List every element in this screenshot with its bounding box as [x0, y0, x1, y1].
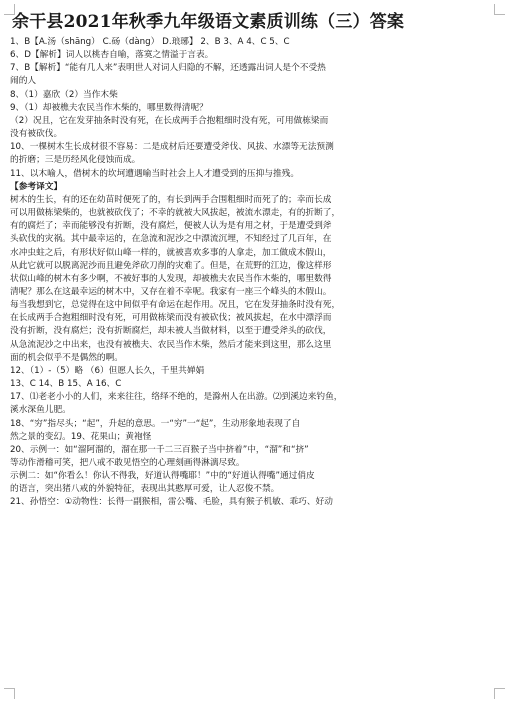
text-line: 水冲虫蛀之后，有形状好似山峰一样的，就被喜欢多事的人拿走，加工做成木假山，	[10, 247, 332, 258]
text-line: 1、B【A.汤（shāng） C.砀（dàng） D.琅琊】 2、B 3、A 4、C 5、C	[10, 37, 290, 47]
text-line: 的语言，突出猪八戒的外貌特征，表现出其憨厚可爱，让人忍俊不禁。	[10, 484, 280, 495]
text-line: 8、（1）嘉欣（2）当作木柴	[10, 89, 118, 100]
text-line: 状似山峰的树木有多少啊，不被好事的人发现，却被樵夫农民当作木柴的，哪里数得	[10, 273, 332, 284]
text-line: 溪水深鱼儿肥。	[10, 405, 71, 416]
text-line: 18、“穷”指尽头；“起”，升起的意思。一“穷”一“起”，生动形象地表现了自	[10, 418, 301, 429]
text-line: 的折磨；三是历经风化侵蚀而成。	[10, 155, 141, 166]
text-line: 每当我想到它，总觉得在这中间似乎有命运在起作用。况且，它在发芽抽条时没有死，	[10, 300, 341, 311]
crop-mark-top-left	[4, 4, 15, 15]
text-line: 然之景的变幻。19、花果山；黄袍怪	[10, 431, 152, 442]
text-line: 【参考译文】	[10, 181, 63, 192]
document-title: 余干县2021年秋季九年级语文素质训练（三）答案	[12, 12, 405, 32]
text-line: 可以用做栋梁柴的，也就被砍伐了；不幸的就被大风拔起，被流水漂走，有的折断了，	[10, 208, 341, 219]
text-line: 6、D【解析】词人以桃杏自喻，落寞之情溢于言表。	[10, 50, 214, 61]
text-line: 面的机会似乎不是偶然的啊。	[10, 352, 123, 363]
text-line: 13、C 14、B 15、A 16、C	[10, 379, 122, 390]
crop-mark-bottom-right	[494, 688, 505, 699]
text-line: 等动作滑稽可笑，把八戒不敢见悟空的心理刻画得淋漓尽致。	[10, 458, 245, 468]
text-line: 闹的人	[10, 76, 37, 87]
text-line: 头砍伐的灾祸。其中最幸运的，在急流和泥沙之中漂流沉埋，不知经过了几百年，在	[10, 234, 332, 245]
answer-body	[10, 36, 495, 510]
text-line: 从此它就可以脱离泥沙而且避免斧砍刀削的灾难了。但是，在荒野的江边，像这样形	[10, 260, 332, 271]
crop-mark-bottom-left	[4, 688, 15, 699]
text-line: 在长成两手合抱粗细时没有死，可用做栋梁而没有被砍伐；被风拔起，在水中漂浮而	[10, 313, 332, 324]
text-line: 10、一棵树木生长成材很不容易：二是成材后还要遭受斧伐、风拔、水漂等无法预测	[10, 142, 334, 153]
text-line: 12、（1）-（5）略 （6）但愿人长久，千里共婵娟	[10, 365, 205, 376]
text-line: 示例二：如“你看么！你认不得我，好道认得嘴耶！”中的“好道认得嘴”通过俏皮	[10, 471, 315, 482]
text-line: 9、（1）却被樵夫农民当作木柴的，哪里数得清呢？	[10, 102, 208, 113]
text-line: 没有被砍伐。	[10, 129, 63, 140]
text-line: 清呢？那么在这最幸运的树木中，又存在着不幸呢。我家有一座三个峰头的木假山。	[10, 286, 332, 297]
text-line: 没有折断，没有腐烂；没有折断腐烂，却未被人当做材料，以至于遭受斧头的砍伐，	[10, 326, 332, 337]
text-line: 20、示例一：如“溜阿溜的，溜在那一千二三百猴子当中挤着”中，“溜”和“挤”	[10, 444, 309, 455]
text-line: 从急流泥沙之中出来，也没有被樵夫、农民当作木柴，然后才能来到这里，那么这里	[10, 339, 332, 350]
text-line: 有的腐烂了；幸而能够没有折断，没有腐烂，便被人认为是有用之材，于是遭受到斧	[10, 221, 332, 232]
text-line: （2）况且，它在发芽抽条时没有死，在长成两手合抱粗细时没有死，可用做栋梁而	[10, 115, 329, 126]
text-line: 21、孙悟空：①动物性：长得一副猴相，雷公嘴、毛脸，具有猴子机敏、乖巧、好动	[10, 497, 333, 508]
text-line: 树木的生长，有的还在幼苗时便死了的，有长到两手合围粗细时而死了的；幸而长成	[10, 194, 332, 205]
text-line: 17、⑴老老小小的人们，来来往往，络绎不绝的，是滁州人在出游。⑵到溪边来钓鱼，	[10, 392, 343, 403]
text-line: 11、以木喻人，借树木的坎坷遭遇喻当时社会上人才遭受到的压抑与推残。	[10, 168, 300, 179]
crop-mark-top-right	[494, 4, 505, 15]
text-line: 7、B【解析】“能有几人来”表明世人对词人归隐的不解，还透露出词人是个不受热	[10, 63, 326, 74]
